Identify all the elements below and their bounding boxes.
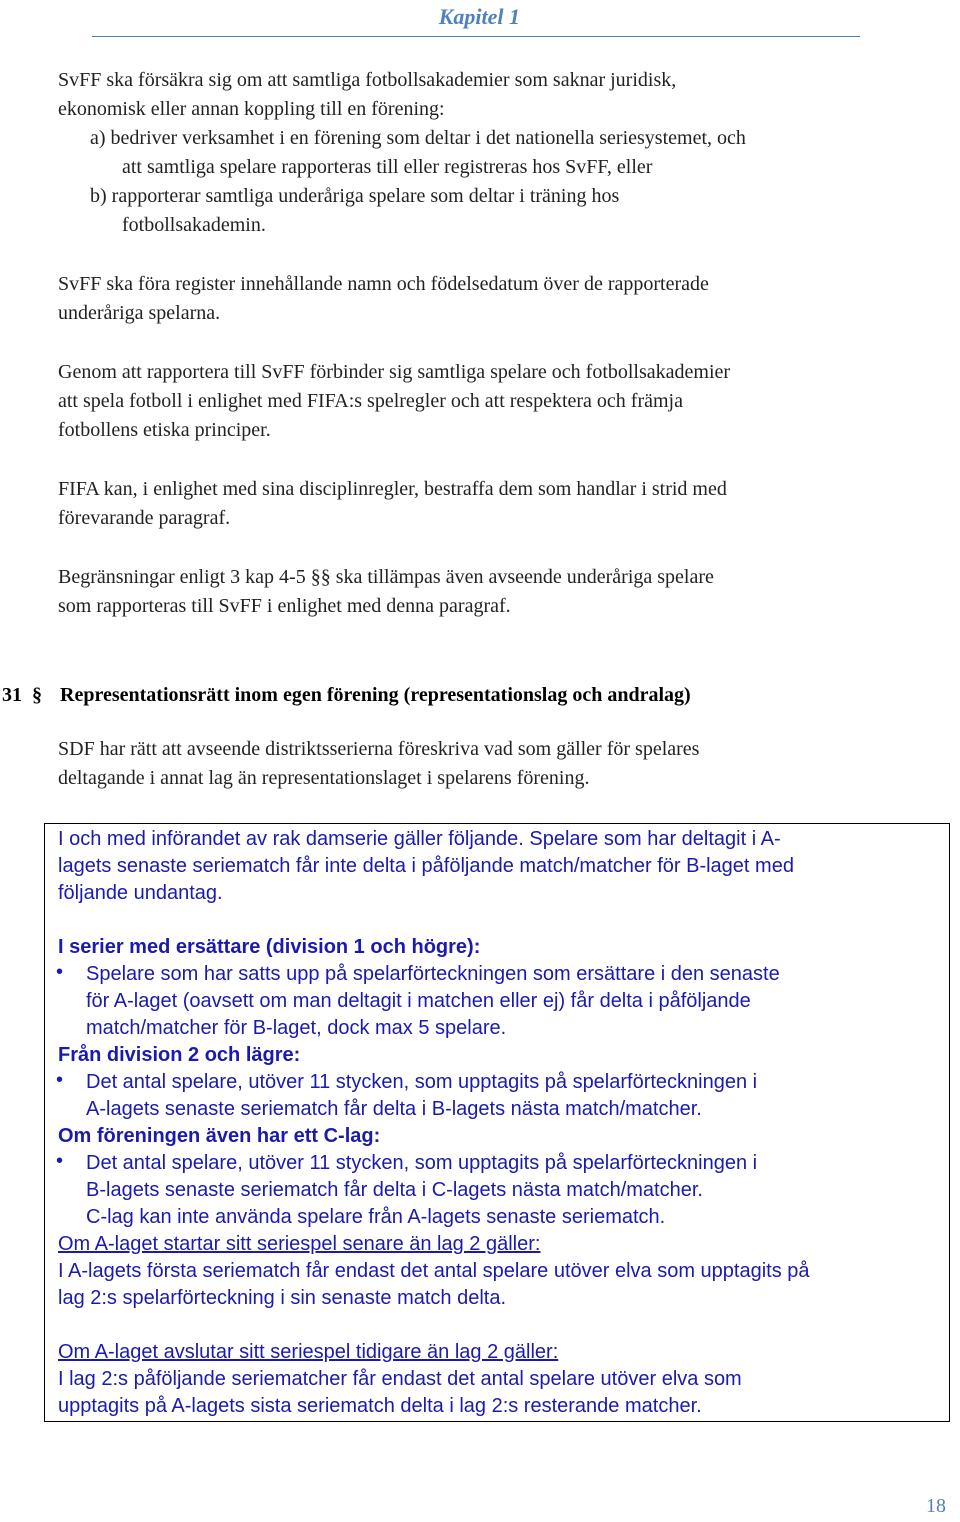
- box-bullet3-l2: B-lagets senaste seriematch får delta i C-lagets nästa match/matcher.: [86, 1179, 703, 1201]
- paragraph-register-l1: SvFF ska föra register innehållande namn och födelsedatum över de rapporterade: [58, 273, 709, 295]
- box-intro-l2: lagets senaste seriematch får inte delta i påföljande match/matcher för B-laget med: [58, 855, 794, 877]
- list-item-b-line-1: b) rapporterar samtliga underåriga spelare som deltar i träning hos: [90, 185, 620, 207]
- page-number: 18: [926, 1495, 946, 1517]
- box-heading-c-team: Om föreningen även har ett C-lag:: [58, 1125, 381, 1147]
- box-bullet1-l3: match/matcher för B-laget, dock max 5 spelare.: [86, 1017, 507, 1039]
- paragraph-register-l2: underåriga spelarna.: [58, 302, 221, 324]
- intro-line-2: ekonomisk eller annan koppling till en förening:: [58, 98, 445, 120]
- header-rule: [92, 36, 860, 37]
- box-u1-l2: lag 2:s spelarförteckning i sin senaste match delta.: [58, 1287, 507, 1309]
- page-header: [0, 0, 960, 40]
- chapter-title: Kapitel 1: [438, 4, 520, 29]
- paragraph-report-l2: att spela fotboll i enlighet med FIFA:s spelregler och att respektera och främja: [58, 390, 683, 412]
- box-intro-l3: följande undantag.: [58, 882, 223, 904]
- paragraph-report-l1: Genom att rapportera till SvFF förbinder sig samtliga spelare och fotbollsakademier: [58, 361, 731, 383]
- list-item-a-line-1: a) bedriver verksamhet i en förening som deltar i det nationella seriesystemet, och: [90, 127, 746, 149]
- section-number: 31: [2, 684, 22, 706]
- section-title: Representationsrätt inom egen förening (representationslag och andralag): [60, 684, 691, 706]
- paragraph-report-l3: fotbollens etiska principer.: [58, 419, 271, 441]
- box-bullet1-l2: för A-laget (oavsett om man deltagit i matchen eller ej) får delta i påföljande: [86, 990, 751, 1012]
- section-text-l2: deltagande i annat lag än representationslaget i spelarens förening.: [58, 767, 590, 789]
- box-u1-l1: I A-lagets första seriematch får endast det antal spelare utöver elva som upptagits på: [58, 1260, 810, 1282]
- box-u2-l1: I lag 2:s påföljande seriematcher får endast det antal spelare utöver elva som: [58, 1368, 742, 1390]
- box-bullet1-l1: Spelare som har satts upp på spelarförteckningen som ersättare i den senaste: [86, 963, 780, 985]
- paragraph-limits-l1: Begränsningar enligt 3 kap 4-5 §§ ska tillämpas även avseende underåriga spelare: [58, 566, 714, 588]
- paragraph-limits-l2: som rapporteras till SvFF i enlighet med denna paragraf.: [58, 595, 511, 617]
- paragraph-symbol: §: [32, 684, 42, 706]
- bullet-icon: •: [56, 1150, 64, 1172]
- bullet-icon: •: [56, 961, 64, 983]
- section-text-l1: SDF har rätt att avseende distriktsserierna föreskriva vad som gäller för spelares: [58, 738, 700, 760]
- box-heading-division1: I serier med ersättare (division 1 och högre):: [58, 936, 481, 958]
- box-u2-l2: upptagits på A-lagets sista seriematch delta i lag 2:s resterande matcher.: [58, 1395, 702, 1417]
- box-bullet3-l3: C-lag kan inte använda spelare från A-lagets senaste seriematch.: [86, 1206, 666, 1228]
- paragraph-fifa-l2: förevarande paragraf.: [58, 507, 231, 529]
- box-bullet3-l1: Det antal spelare, utöver 11 stycken, som upptagits på spelarförteckningen i: [86, 1152, 758, 1174]
- box-intro-l1: I och med införandet av rak damserie gäller följande. Spelare som har deltagit i A-: [58, 828, 781, 850]
- bullet-icon: •: [56, 1069, 64, 1091]
- box-underlined-heading-2: Om A-laget avslutar sitt seriespel tidigare än lag 2 gäller:: [58, 1341, 559, 1363]
- box-heading-division2: Från division 2 och lägre:: [58, 1044, 301, 1066]
- paragraph-fifa-l1: FIFA kan, i enlighet med sina disciplinregler, bestraffa dem som handlar i strid med: [58, 478, 727, 500]
- box-bullet2-l1: Det antal spelare, utöver 11 stycken, som upptagits på spelarförteckningen i: [86, 1071, 758, 1093]
- box-underlined-heading-1: Om A-laget startar sitt seriespel senare än lag 2 gäller:: [58, 1233, 541, 1255]
- intro-line-1: SvFF ska försäkra sig om att samtliga fotbollsakademier som saknar juridisk,: [58, 69, 677, 91]
- box-bullet2-l2: A-lagets senaste seriematch får delta i B-lagets nästa match/matcher.: [86, 1098, 702, 1120]
- list-item-a-line-2: att samtliga spelare rapporteras till eller registreras hos SvFF, eller: [122, 156, 653, 178]
- list-item-b-line-2: fotbollsakademin.: [122, 214, 266, 236]
